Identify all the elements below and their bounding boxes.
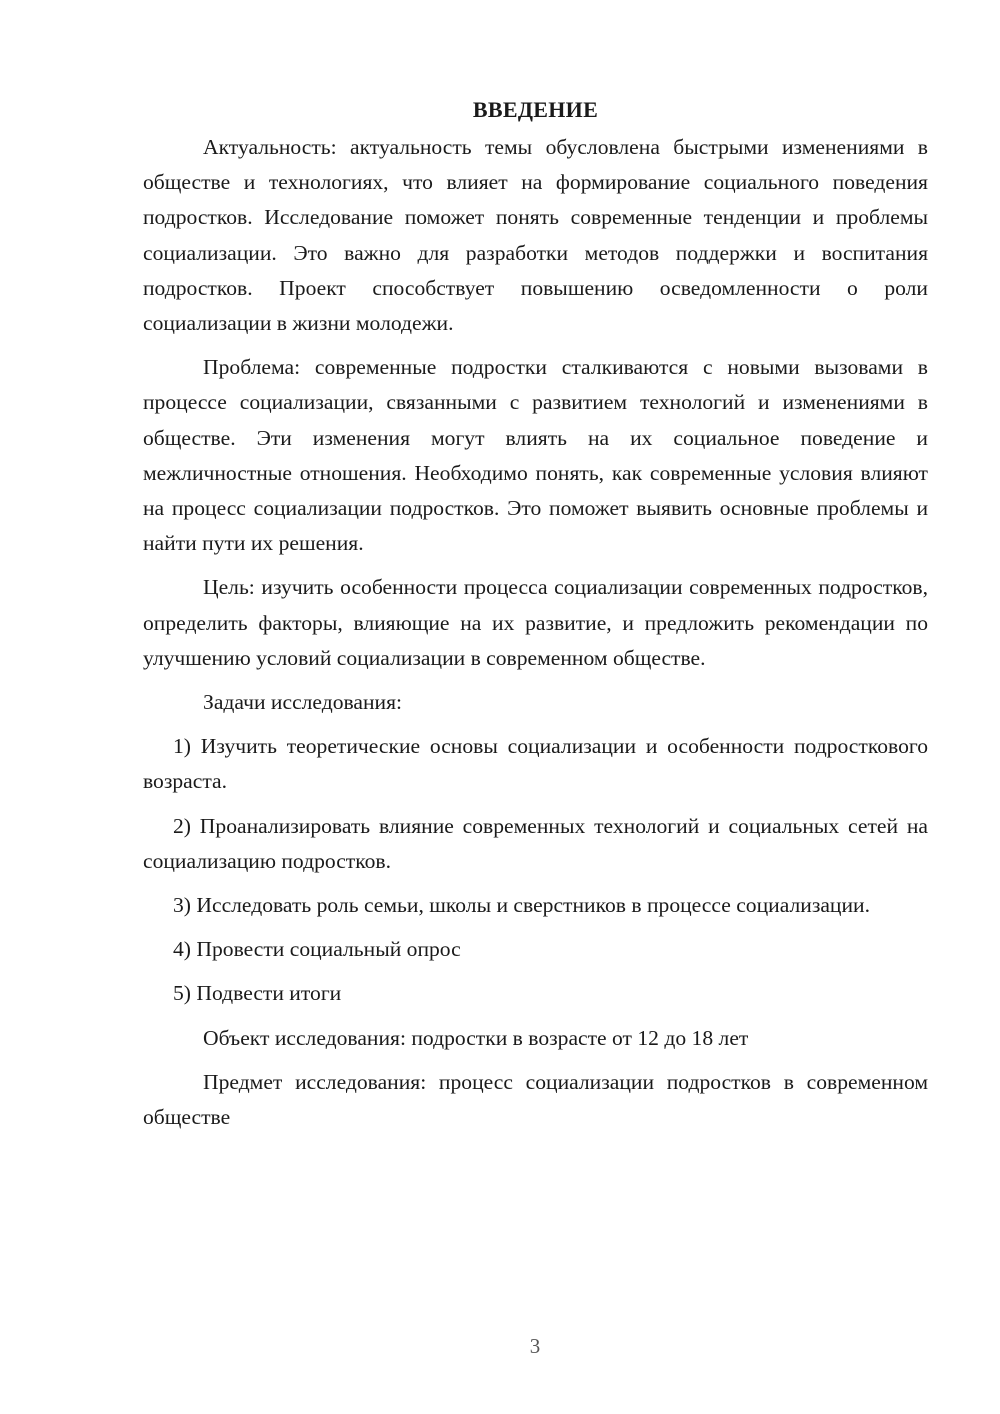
task-item-4: 4) Провести социальный опрос (173, 937, 461, 962)
document-page (143, 90, 928, 1144)
problem-paragraph: Проблема: современные подростки сталкиваются с новыми вызовами в процессе социализации, связанными с развитием технологий и изменениями в обществе. Эти изменения могут влиять на их социальное поведение и межличностные отношения. Необходимо понять, как современные условия влияют на процесс социализации подростков. Это поможет выявить основные проблемы и найти пути их решения. (143, 355, 928, 556)
task-item-3: 3) Исследовать роль семьи, школы и сверстников в процессе социализации. (173, 893, 870, 918)
task-item-1: 1) Изучить теоретические основы социализации и особенности подросткового возраста. (143, 734, 928, 794)
object-paragraph: Объект исследования: подростки в возрасте от 12 до 18 лет (203, 1025, 749, 1050)
goal-paragraph: Цель: изучить особенности процесса социализации современных подростков, определить факторы, влияющие на их развитие, и предложить рекомендации по улучшению условий социализации в современном обществе. (143, 575, 928, 670)
task-item-2: 2) Проанализировать влияние современных технологий и социальных сетей на социализацию подростков. (143, 813, 928, 873)
tasks-heading: Задачи исследования: (203, 690, 403, 715)
task-item-5: 5) Подвести итоги (173, 981, 342, 1006)
subject-paragraph: Предмет исследования: процесс социализации подростков в современном обществе (143, 1069, 928, 1130)
page-number: 3 (529, 1334, 541, 1358)
relevance-paragraph: Актуальность: актуальность темы обусловлена быстрыми изменениями в обществе и технологиях, что влияет на формирование социального поведения подростков. Исследование поможет понять современные тенденции и проблемы социализации. Это важно для разработки методов поддержки и воспитания подростков. Проект способствует повышению осведомленности о роли социализации в жизни молодежи. (143, 135, 928, 336)
page-title: ВВЕДЕНИЕ (472, 97, 599, 122)
